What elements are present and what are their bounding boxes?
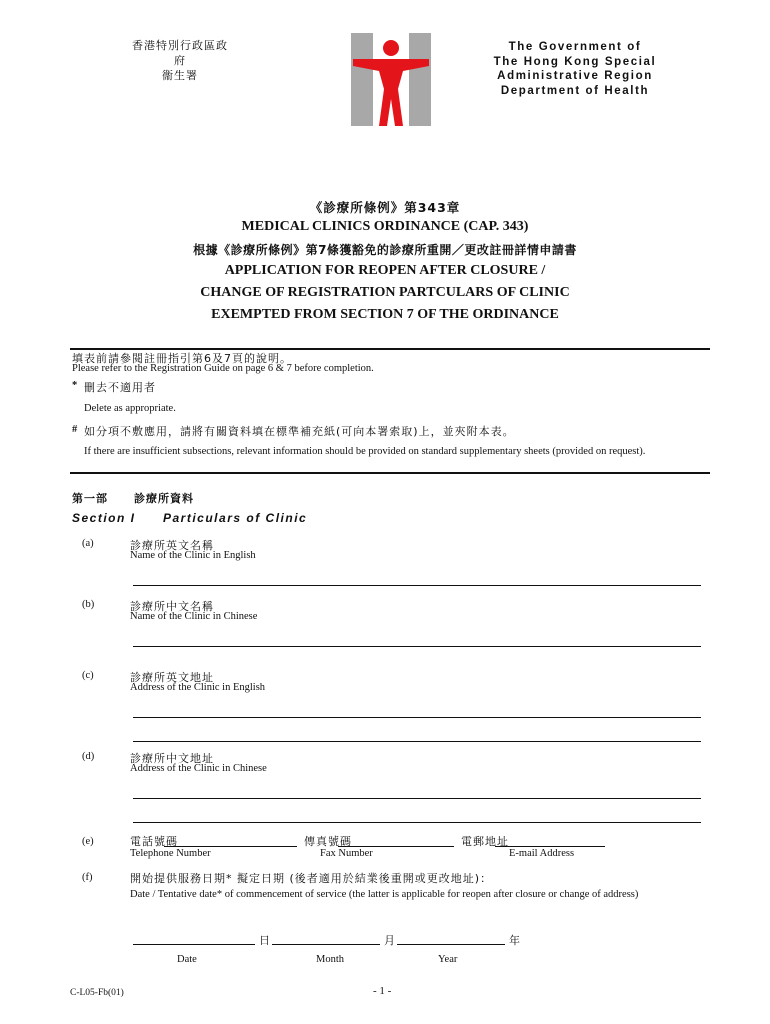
hash-mark: # (72, 424, 78, 435)
application-title-chinese: 根據《診療所條例》第7條獲豁免的診療所重開／更改註冊詳情申請書 (193, 243, 577, 257)
clinic-name-english-label-cn: 診療所英文名稱 (130, 539, 214, 552)
guide-note-chinese: 填表前請參閱註冊指引第6及7頁的說明。 (72, 352, 292, 365)
email-label: E-mail Address (509, 848, 575, 859)
day-label-cn: 日 (259, 934, 271, 947)
asterisk-mark: * (72, 380, 78, 391)
department-en-line4: Department of Health (500, 84, 650, 97)
clinic-address-chinese-input-line-1[interactable] (133, 798, 701, 799)
department-en-line1: The Government of (508, 41, 642, 53)
month-label-cn: 月 (384, 934, 396, 947)
date-day-input-line[interactable] (133, 944, 255, 945)
clinic-name-chinese-label: Name of the Clinic in Chinese (130, 611, 258, 622)
field-b-marker: (b) (82, 599, 95, 610)
date-label: Date (177, 954, 197, 965)
clinic-address-english-label-cn: 診療所英文地址 (130, 671, 214, 684)
logo-head (383, 40, 399, 56)
clinic-address-chinese-label-cn: 診療所中文地址 (130, 752, 214, 765)
ordinance-title-chinese: 《診療所條例》第343章 (309, 200, 461, 215)
fax-label: Fax Number (320, 848, 373, 859)
delete-note-english: Delete as appropriate. (84, 403, 176, 414)
month-label: Month (316, 954, 345, 965)
email-label-cn: 電郵地址 (461, 835, 509, 848)
field-a-marker: (a) (82, 538, 94, 549)
clinic-address-english-input-line-2[interactable] (133, 741, 701, 742)
telephone-label: Telephone Number (130, 848, 211, 859)
service-date-label: Date / Tentative date* of commencement of service (the latter is applicable for reopen after closure or change of address) (130, 889, 639, 900)
clinic-name-english-input-line[interactable] (133, 585, 701, 586)
telephone-label-cn: 電話號碼 (130, 835, 178, 848)
year-label: Year (438, 954, 458, 965)
department-en-line3: Administrative Region (497, 70, 653, 82)
service-date-label-cn: 開始提供服務日期* 擬定日期 (後者適用於結業後重開或更改地址)： (130, 872, 493, 885)
page-number: - 1 - (373, 985, 392, 997)
clinic-address-chinese-input-line-2[interactable] (133, 822, 701, 823)
fax-label-cn: 傳真號碼 (304, 835, 352, 848)
telephone-input-line[interactable] (164, 846, 297, 847)
field-f-marker: (f) (82, 872, 93, 883)
divider-section (70, 472, 710, 474)
field-d-marker: (d) (82, 751, 95, 762)
supplementary-note-chinese: 如分項不敷應用，請將有關資料填在標準補充紙(可向本署索取)上，並夾附本表。 (84, 425, 515, 438)
email-input-line[interactable] (495, 846, 605, 847)
date-year-input-line[interactable] (397, 944, 505, 945)
fax-input-line[interactable] (338, 846, 454, 847)
ordinance-title-english: MEDICAL CLINICS ORDINANCE (CAP. 343) (241, 219, 529, 234)
form-code: C-L05-Fb(01) (70, 988, 124, 998)
clinic-name-chinese-label-cn: 診療所中文名稱 (130, 600, 214, 613)
clinic-address-chinese-label: Address of the Clinic in Chinese (130, 763, 267, 774)
clinic-address-english-label: Address of the Clinic in English (130, 682, 266, 693)
application-title-english-line3: EXEMPTED FROM SECTION 7 OF THE ORDINANCE (211, 307, 559, 322)
section-title-english: Particulars of Clinic (163, 511, 308, 525)
clinic-name-chinese-input-line[interactable] (133, 646, 701, 647)
delete-note-chinese: 刪去不適用者 (84, 381, 156, 394)
department-cn-line1: 香港特別行政區政府 (132, 39, 228, 67)
department-cn-line2: 衞生署 (162, 69, 198, 82)
guide-note-english: Please refer to the Registration Guide on page 6 & 7 before completion. (72, 363, 374, 374)
department-en-line2: The Hong Kong Special (493, 55, 657, 68)
supplementary-note-english: If there are insufficient subsections, relevant information should be provided on standard supplementary sheets (provided on request). (84, 446, 646, 457)
year-label-cn: 年 (509, 934, 521, 947)
section-number-english: Section I (72, 511, 136, 525)
section-number-chinese: 第一部 (72, 492, 108, 505)
date-month-input-line[interactable] (272, 944, 380, 945)
application-title-english-line2: CHANGE OF REGISTRATION PARTCULARS OF CLINIC (200, 285, 570, 300)
section-title-chinese: 診療所資料 (134, 492, 194, 505)
department-of-health-logo (351, 33, 431, 126)
department-name-english (470, 40, 680, 98)
department-name-chinese (130, 38, 230, 83)
field-c-marker: (c) (82, 670, 94, 681)
clinic-name-english-label: Name of the Clinic in English (130, 550, 256, 561)
application-title-english-line1: APPLICATION FOR REOPEN AFTER CLOSURE / (224, 263, 546, 278)
field-e-marker: (e) (82, 836, 94, 847)
clinic-address-english-input-line-1[interactable] (133, 717, 701, 718)
